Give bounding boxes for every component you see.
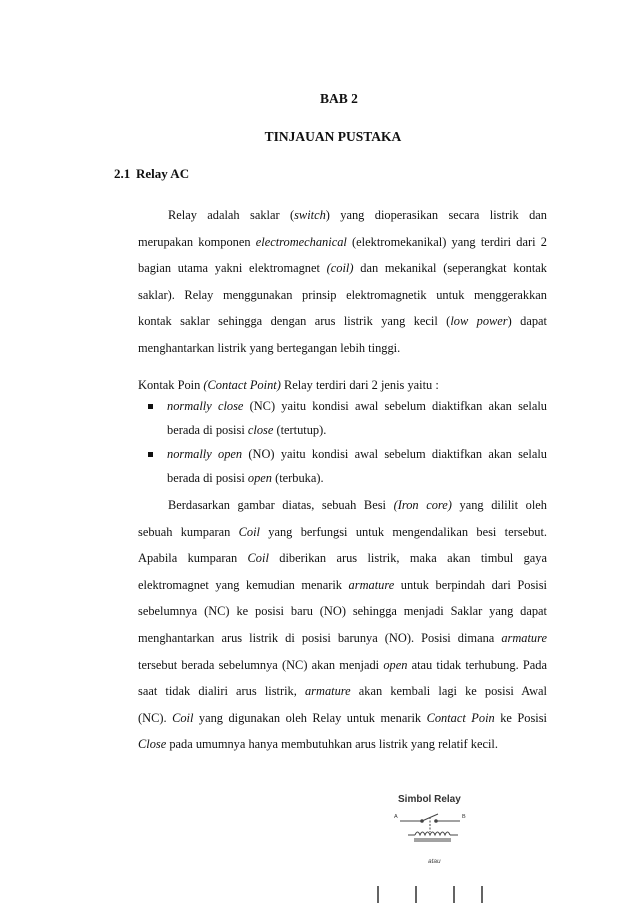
text-line: menghantarkan arus listrik di posisi barunya (NO). Posisi dimana armature: [138, 630, 547, 645]
section-title: Relay AC: [136, 166, 190, 181]
chapter-title: TINJAUAN PUSTAKA: [264, 129, 402, 144]
text-line: normally close (NC) yaitu kondisi awal sebelum diaktifkan akan selalu: [167, 399, 547, 413]
section-number: 2.1: [114, 166, 131, 181]
relay-symbol-icon: [388, 808, 498, 858]
text-line: Kontak Poin (Contact Point) Relay terdiri dari 2 jenis yaitu :: [138, 378, 439, 392]
text-line: normally open (NO) yaitu kondisi awal sebelum diaktifkan akan selalu: [167, 447, 547, 461]
text-line: sebelumnya (NC) ke posisi baru (NO) sehingga menjadi Saklar yang dapat: [138, 604, 547, 619]
chapter-heading: BAB 2: [320, 91, 358, 106]
text-line: tersebut berada sebelumnya (NC) akan menjadi open atau tidak terhubung. Pada: [138, 657, 547, 672]
text-line: Berdasarkan gambar diatas, sebuah Besi (Iron core) yang dililit oleh: [168, 498, 547, 512]
figure-title: Simbol Relay: [398, 794, 461, 805]
bullet-icon: [148, 452, 153, 457]
text-line: saat tidak dialiri arus listrik, armature akan kembali lagi ke posisi Awal: [138, 684, 547, 699]
text-line: Relay adalah saklar (switch) yang dioperasikan secara listrik dan: [168, 208, 547, 222]
relay-contact-lines-icon: [376, 886, 486, 903]
paragraph-relay-definition: [138, 202, 547, 362]
terminal-b-label: B: [462, 814, 466, 820]
text-line: berada di posisi close (tertutup).: [167, 423, 327, 437]
text-line: (NC). Coil yang digunakan oleh Relay untuk menarik Contact Poin ke Posisi: [138, 710, 547, 725]
text-line: kontak saklar sehingga dengan arus listrik yang kecil (low power) dapat: [138, 314, 547, 329]
text-line: merupakan komponen electromechanical (elektromekanikal) yang terdiri dari 2: [138, 234, 547, 249]
text-line: bagian utama yakni elektromagnet (coil) dan mekanikal (seperangkat kontak: [138, 261, 547, 276]
text-line: elektromagnet yang kemudian menarik armature untuk berpindah dari Posisi: [138, 577, 547, 592]
text-line: sebuah kumparan Coil yang berfungsi untuk mengendalikan besi tersebut.: [138, 524, 547, 539]
terminal-a-label: A: [394, 814, 398, 820]
text-line: Close pada umumnya hanya membutuhkan arus listrik yang relatif kecil.: [138, 737, 498, 752]
section-heading: [114, 166, 189, 182]
figure-caption: atau: [428, 858, 441, 865]
text-line: berada di posisi open (terbuka).: [167, 471, 324, 485]
text-line: saklar). Relay menggunakan prinsip elektromagnetik untuk menggerakkan: [138, 287, 547, 302]
paragraph-relay-operation: [138, 492, 547, 758]
text-line: Apabila kumparan Coil diberikan arus listrik, maka akan timbul gaya: [138, 551, 547, 566]
text-line: menghantarkan listrik yang bertegangan lebih tinggi.: [138, 340, 401, 355]
bullet-icon: [148, 404, 153, 409]
